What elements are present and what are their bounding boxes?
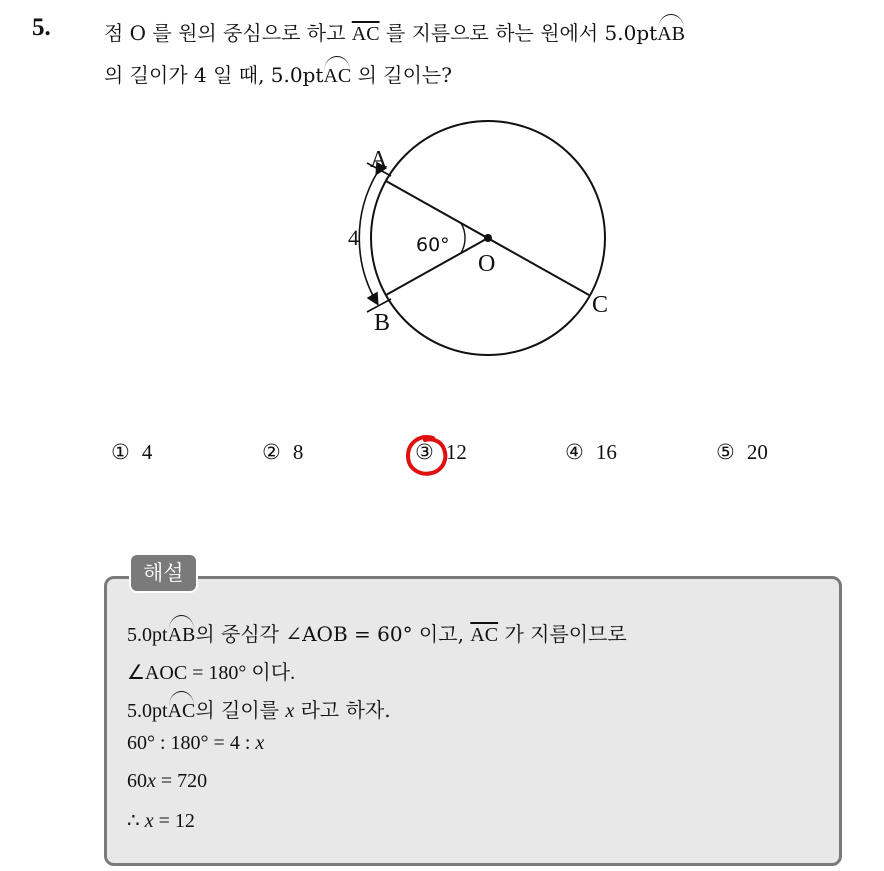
question-text: 점 O 를 원의 중심으로 하고 <box>104 21 352 45</box>
solution-text: 가 지름이므로 <box>498 622 627 646</box>
solution-line-4 <box>127 732 264 755</box>
choice-marker: ③ <box>415 440 434 464</box>
variable-x: x <box>147 770 156 792</box>
solution-text: 5.0pt <box>127 700 168 722</box>
choice-2[interactable] <box>262 440 303 465</box>
solution-line-3 <box>127 694 391 723</box>
arc-length-label: 4 <box>348 225 359 250</box>
angle-arc <box>461 223 465 253</box>
answer-circle-mark <box>403 432 451 480</box>
arc-ac: AC <box>167 700 196 722</box>
choice-marker: ④ <box>565 440 584 464</box>
question-text-line-2 <box>104 59 452 88</box>
choice-marker: ② <box>262 440 281 464</box>
label-o: O <box>478 251 496 277</box>
solution-tag: 해설 <box>129 553 198 593</box>
question-text: 의 길이가 4 일 때, 5.0pt <box>104 63 324 87</box>
arc-ac: AC <box>323 65 352 87</box>
choice-marker: ① <box>111 440 130 464</box>
choice-value: 12 <box>445 440 467 464</box>
question-text: 를 지름으로 하는 원에서 5.0pt <box>379 21 658 45</box>
choice-5[interactable] <box>716 440 768 465</box>
circle-diagram <box>330 115 620 365</box>
solution-text: 60° : 180° = 4 : <box>127 732 256 754</box>
solution-text: 60 <box>127 770 147 792</box>
solution-text: = 720 <box>155 770 208 792</box>
segment-ac: $\overline{AC}$ <box>470 624 499 646</box>
solution-text: = 12 <box>153 810 195 832</box>
solution-text: ∴ <box>127 810 145 832</box>
solution-text: 라고 하자. <box>294 698 391 722</box>
angle-label: 60° <box>416 234 450 256</box>
arc-ab: AB <box>167 624 196 646</box>
question-text: 의 길이는? <box>351 63 452 87</box>
choice-4[interactable] <box>565 440 617 465</box>
label-b: B <box>374 310 391 336</box>
segment-ac: $\overline{AC}$ <box>351 23 380 45</box>
solution-line-6 <box>127 808 195 833</box>
choice-1[interactable] <box>111 440 152 465</box>
variable-x: x <box>285 700 295 722</box>
arc-ab: AB <box>657 23 685 45</box>
choice-marker: ⑤ <box>716 440 735 464</box>
solution-line-2: ∠AOC = 180° 이다. <box>127 662 296 684</box>
choice-value: 20 <box>746 440 768 464</box>
label-a: A <box>370 147 388 173</box>
choice-value: 8 <box>292 440 304 464</box>
solution-text: 5.0pt <box>127 624 168 646</box>
solution-text: 의 길이를 <box>195 698 286 722</box>
solution-line-1 <box>127 618 627 647</box>
variable-x: x <box>144 810 154 832</box>
question-text-line-1 <box>104 17 685 46</box>
question-number: 5. <box>32 14 51 41</box>
choice-value: 16 <box>595 440 617 464</box>
arc-ab-arrow <box>359 173 377 303</box>
choice-value: 4 <box>141 440 153 464</box>
center-point <box>484 234 492 242</box>
variable-x: x <box>255 732 265 754</box>
solution-text: 의 중심각 ∠AOB = 60° 이고, <box>195 622 471 646</box>
solution-line-5 <box>127 770 207 793</box>
label-c: C <box>592 292 609 318</box>
